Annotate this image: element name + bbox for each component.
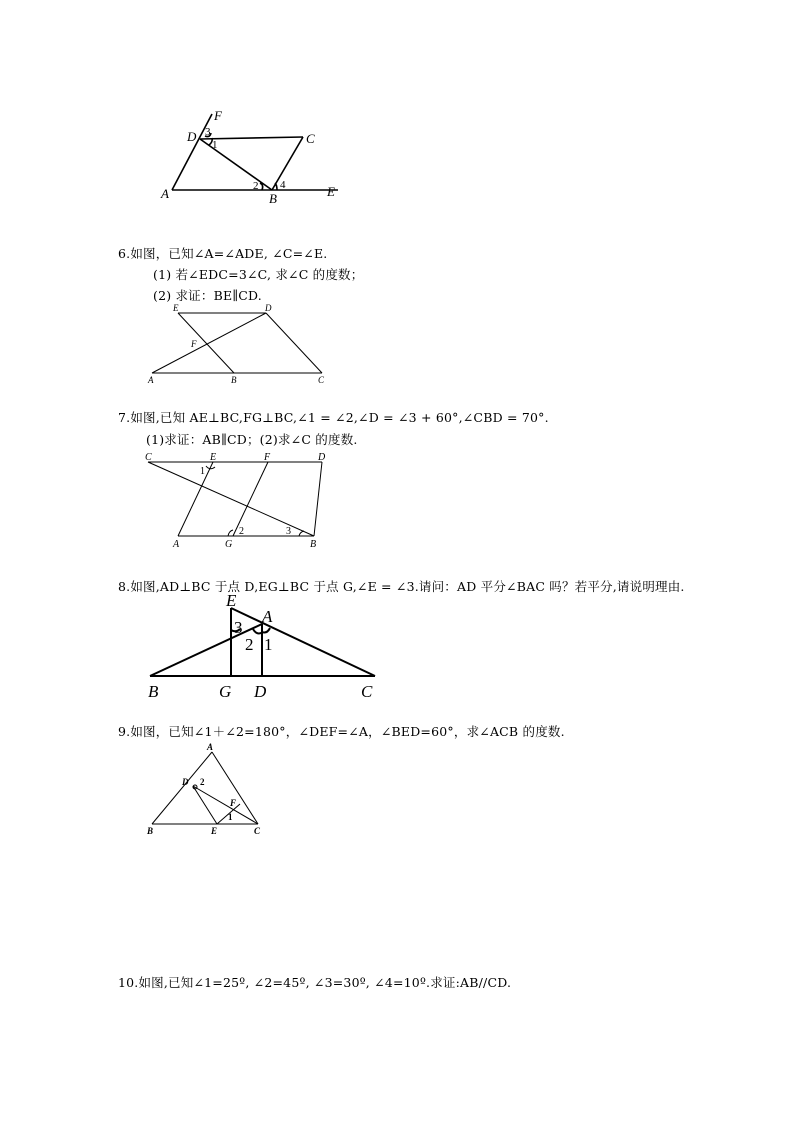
q7-label-D: D <box>318 452 326 463</box>
label-F: F <box>214 108 222 123</box>
q6-label-F: F <box>191 339 197 349</box>
angle-2: 2 <box>253 180 259 192</box>
q6-label-B: B <box>231 375 237 385</box>
figure-q6 <box>0 300 794 400</box>
angle-4: 4 <box>280 179 286 191</box>
figure-q7 <box>0 448 794 558</box>
q6-label-A: A <box>148 375 154 385</box>
q8-label-D: D <box>254 682 267 701</box>
q6-label-C: C <box>318 375 325 385</box>
q7-parts: (1)求证：AB∥CD；(2)求∠C 的度数. <box>146 432 358 447</box>
q8-stem: 8.如图,AD⊥BC 于点 D,EG⊥BC 于点 G,∠E = ∠3.请问：AD 平分∠BAC 吗？若平分,请说明理由. <box>118 579 685 594</box>
q7-label-B: B <box>310 539 317 550</box>
q9-angle-1: 1 <box>228 812 233 822</box>
q8-label-C: C <box>361 682 373 701</box>
label-D: D <box>187 129 197 144</box>
q6-stem: 6.如图，已知∠A=∠ADE, ∠C=∠E. <box>118 246 328 261</box>
q8-angle-3: 3 <box>234 618 243 637</box>
angle-1: 1 <box>212 139 218 151</box>
angle-3: 3 <box>205 126 211 138</box>
q8-angle-2: 2 <box>245 635 254 654</box>
q7-label-C: C <box>145 452 152 463</box>
q8-angle-1: 1 <box>264 635 273 654</box>
q9-stem: 9.如图，已知∠1＋∠2=180°，∠DEF=∠A，∠BED=60°，求∠ACB 的度数. <box>118 724 565 739</box>
q7-label-E: E <box>210 452 217 463</box>
q9-label-C: C <box>254 826 261 836</box>
q9-label-D: D <box>182 777 189 787</box>
q9-label-E: E <box>211 826 218 836</box>
figure-q9 <box>0 740 794 840</box>
label-A: A <box>161 186 169 201</box>
q8-label-A: A <box>262 607 273 626</box>
q9-label-F: F <box>230 798 237 808</box>
q7-stem: 7.如图,已知 AE⊥BC,FG⊥BC,∠1 = ∠2,∠D = ∠3 + 60°,∠CBD = 70°. <box>118 410 549 425</box>
q7-label-A: A <box>173 539 180 550</box>
figure-parallelogram-q5 <box>0 0 794 220</box>
q6-label-D: D <box>265 303 272 313</box>
label-C: C <box>306 131 315 146</box>
q10-stem: 10.如图,已知∠1=25º, ∠2=45º, ∠3=30º, ∠4=10º.求证:AB//CD. <box>118 975 512 990</box>
figure-q8 <box>0 590 794 700</box>
q8-label-G: G <box>219 682 232 701</box>
q7-label-G: G <box>225 539 233 550</box>
label-B: B <box>269 191 277 206</box>
q6-part2: (2) 求证：BE∥CD. <box>153 288 262 303</box>
q6-part1: (1) 若∠EDC=3∠C, 求∠C 的度数； <box>153 267 364 282</box>
q9-label-B: B <box>147 826 154 836</box>
q7-angle-3: 3 <box>286 526 291 537</box>
label-E: E <box>327 184 335 199</box>
q9-angle-2: 2 <box>200 777 205 787</box>
q7-label-F: F <box>264 452 271 463</box>
q7-angle-1: 1 <box>200 466 205 477</box>
q6-label-E: E <box>173 303 179 313</box>
q9-label-A: A <box>207 742 214 752</box>
q8-label-B: B <box>148 682 159 701</box>
q8-label-E: E <box>226 591 237 610</box>
q7-angle-2: 2 <box>239 526 244 537</box>
